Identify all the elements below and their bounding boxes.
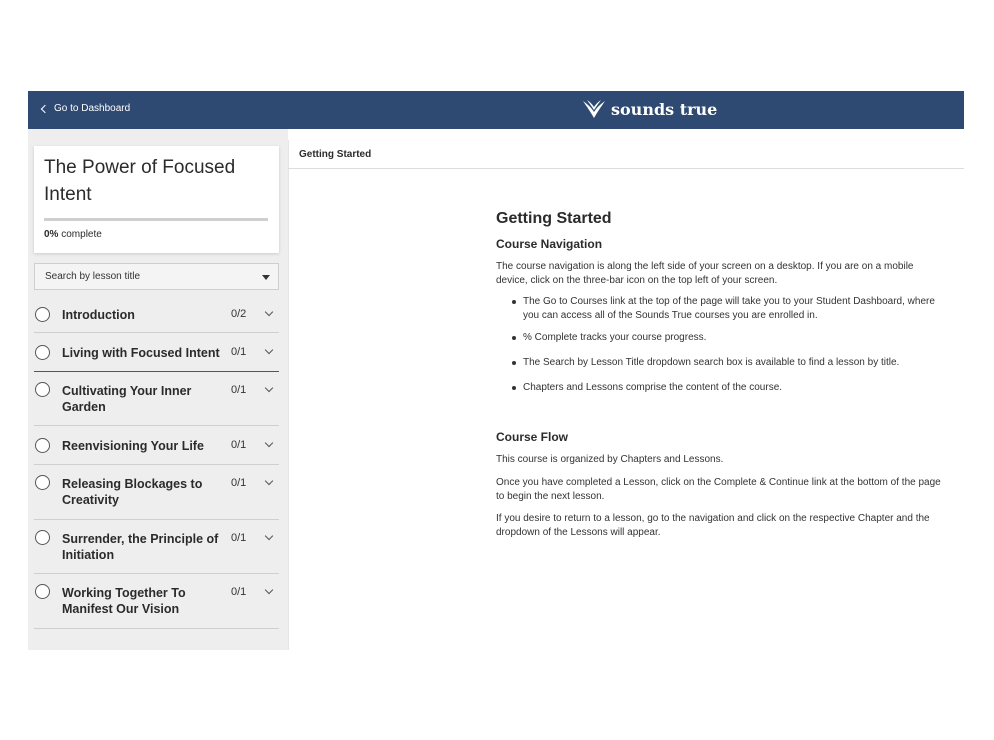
chapter-progress-count: 0/1 <box>231 477 247 489</box>
content-divider <box>288 140 289 650</box>
list-item: Chapters and Lessons comprise the content of the course. <box>496 381 946 395</box>
brand-logo[interactable] <box>581 98 717 120</box>
progress-bar <box>44 218 268 221</box>
course-flow-paragraph: This course is organized by Chapters and Lessons. <box>496 454 724 465</box>
chevron-down-icon <box>265 477 273 485</box>
chapter-title: Working Together To Manifest Our Vision <box>62 586 186 616</box>
chapter-progress-count: 0/1 <box>231 384 247 396</box>
course-summary-card <box>34 146 279 253</box>
chapter-title: Living with Focused Intent <box>62 346 220 360</box>
chapter-title: Introduction <box>62 308 135 322</box>
course-sidebar <box>28 129 288 650</box>
chapter-item[interactable] <box>34 295 279 333</box>
course-navigation-heading: Course Navigation <box>496 237 603 251</box>
list-item: % Complete tracks your course progress. <box>496 331 946 345</box>
course-navigation-list <box>496 295 946 395</box>
chapter-item[interactable] <box>34 465 279 520</box>
chapter-progress-count: 0/2 <box>231 308 247 320</box>
chapter-progress-count: 0/1 <box>231 586 247 598</box>
chevron-down-icon <box>265 586 273 594</box>
progress-text <box>44 229 102 240</box>
chapter-title: Reenvisioning Your Life <box>62 439 204 453</box>
chevron-down-icon <box>265 532 273 540</box>
lesson-search-label: Search by lesson title <box>45 271 141 282</box>
chapter-title: Surrender, the Principle of Initiation <box>62 532 219 562</box>
brand-name: sounds true <box>611 99 718 119</box>
chevron-left-icon <box>41 105 49 113</box>
chapter-item[interactable] <box>34 426 279 465</box>
course-navigation-intro: The course navigation is along the left side of your screen on a desktop. If you are on a mobile device, click on the three-bar icon on the top left of your screen. <box>496 261 914 286</box>
lesson-header <box>288 140 964 169</box>
chevron-down-icon <box>265 439 273 447</box>
lesson-content <box>496 210 946 540</box>
caret-down-icon <box>262 275 270 280</box>
course-flow-paragraph: If you desire to return to a lesson, go to the navigation and click on the respective Chapter and the dropdown of the Lessons will appear. <box>496 513 930 538</box>
chevron-down-icon <box>265 384 273 392</box>
chapter-status-circle-icon <box>35 438 50 453</box>
chapter-status-circle-icon <box>35 345 50 360</box>
chapter-status-circle-icon <box>35 382 50 397</box>
chapter-status-circle-icon <box>35 584 50 599</box>
chapter-progress-count: 0/1 <box>231 439 247 451</box>
chapter-progress-count: 0/1 <box>231 532 247 544</box>
chapter-title: Releasing Blockages to Creativity <box>62 477 203 507</box>
progress-percent: 0% <box>44 229 59 240</box>
chapter-title: Cultivating Your Inner Garden <box>62 384 192 414</box>
chapter-status-circle-icon <box>35 475 50 490</box>
chevron-down-icon <box>265 346 273 354</box>
chapter-item[interactable] <box>34 520 279 574</box>
go-to-dashboard-label: Go to Dashboard <box>54 103 131 114</box>
top-navigation-bar <box>28 91 964 129</box>
chapter-status-circle-icon <box>35 530 50 545</box>
course-title: The Power of Focused Intent <box>44 157 236 205</box>
lesson-title: Getting Started <box>496 210 612 227</box>
chapter-item[interactable] <box>34 333 279 372</box>
list-item: The Search by Lesson Title dropdown search box is available to find a lesson by title. <box>496 356 946 370</box>
sounds-true-logo-icon <box>581 98 607 120</box>
chapter-list <box>34 295 279 629</box>
progress-suffix: complete <box>61 229 102 240</box>
course-flow-paragraph: Once you have completed a Lesson, click on the Complete & Continue link at the bottom of the page to begin the next lesson. <box>496 477 941 502</box>
lesson-search-dropdown[interactable] <box>34 263 279 290</box>
chapter-status-circle-icon <box>35 307 50 322</box>
breadcrumb: Getting Started <box>299 149 372 160</box>
chapter-item[interactable] <box>34 574 279 629</box>
course-flow-heading: Course Flow <box>496 430 569 444</box>
chevron-down-icon <box>265 308 273 316</box>
chapter-progress-count: 0/1 <box>231 346 247 358</box>
chapter-item[interactable] <box>34 372 279 426</box>
go-to-dashboard-link[interactable] <box>42 103 130 114</box>
list-item: The Go to Courses link at the top of the page will take you to your Student Dashboard, where you can access all of the Sounds True courses you are enrolled in. <box>496 295 946 323</box>
